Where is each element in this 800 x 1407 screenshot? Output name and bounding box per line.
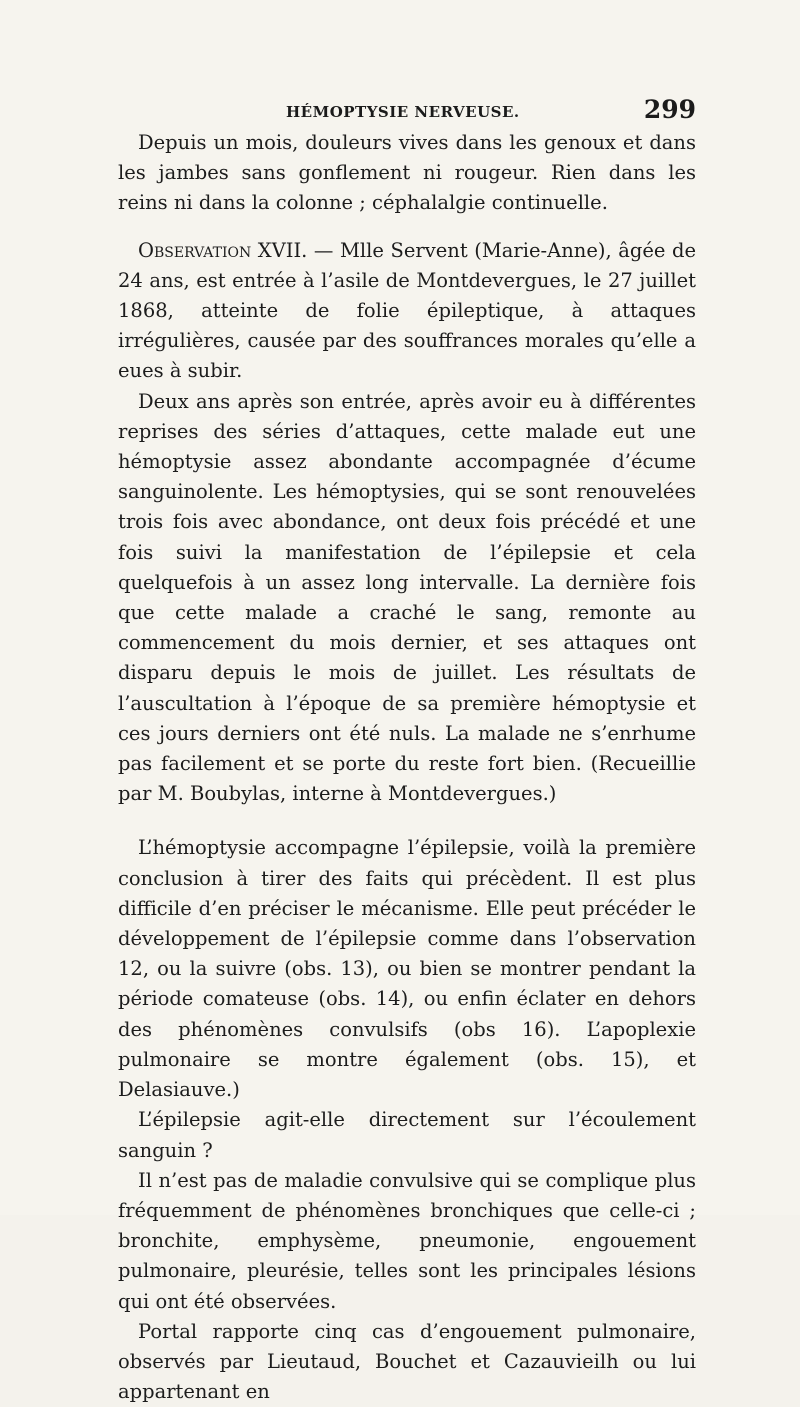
paragraph-bronchial	[118, 1166, 696, 1317]
paragraph-text: — Mlle Servent (Marie-Anne), âgée de 24 ans, est entrée à l’asile de Montdevergues, le 27 juillet 1868, atteinte de folie épileptique, à attaques irrégulières, causée par des souffrances morales qu’elle a eues à subir.	[118, 238, 696, 383]
paragraph-conclusion	[118, 833, 696, 1105]
paragraph-observation-xvii	[118, 236, 696, 387]
page-header	[118, 95, 696, 129]
paragraph-text: Deux ans après son entrée, après avoir eu à différentes reprises des séries d’attaques, cette malade eut une hémoptysie assez abondante accompagnée d’écume sanguinolente. Les hémoptysies, qui se sont renouvelées trois fois avec abondance, ont deux fois précédé et une fois suivi la manifestation de l’épilepsie et cela quelquefois à un assez long intervalle. La dernière fois que cette malade a craché le sang, remonte au commencement du mois dernier, et ses attaques ont disparu depuis le mois de juillet. Les résultats de l’auscultation à l’époque de sa première hémoptysie et ces jours derniers ont été nuls. La malade ne s’enrhume pas facilement et se porte du reste fort bien. (Recueillie par M. Boubylas, interne à Montdevergues.)	[118, 389, 696, 806]
paragraph-text: Portal rapporte cinq cas d’engouement pulmonaire, observés par Lieutaud, Bouchet et Cazauvieilh ou lui appartenant en	[118, 1319, 696, 1404]
paragraph-portal	[118, 1317, 696, 1407]
paragraph-text: L’hémoptysie accompagne l’épilepsie, voilà la première conclusion à tirer des faits qui précèdent. Il est plus difficile d’en préciser le mécanisme. Elle peut précéder le développement de l’épilepsie comme dans l’observation 12, ou la suivre (obs. 13), ou bien se montrer pendant la période comateuse (obs. 14), ou enfin éclater en dehors des phénomènes convulsifs (obs 16). L’apoplexie pulmonaire se montre également (obs. 15), et Delasiauve.)	[118, 836, 696, 1102]
paragraph-question	[118, 1105, 696, 1165]
page-number: 299	[643, 95, 696, 124]
body-text	[118, 128, 696, 1407]
observation-title: Observation XVII.	[138, 238, 308, 262]
paragraph-text: Depuis un mois, douleurs vives dans les genoux et dans les jambes sans gonflement ni rougeur. Rien dans les reins ni dans la colonne ; céphalalgie continuelle.	[118, 131, 696, 215]
paragraph-symptoms	[118, 128, 696, 219]
paragraph-text: L’épilepsie agit-elle directement sur l’écoulement sanguin ?	[118, 1108, 696, 1162]
paragraph-case-history	[118, 387, 696, 810]
running-title: HÉMOPTYSIE NERVEUSE.	[286, 103, 520, 121]
paragraph-text: Il n’est pas de maladie convulsive qui se complique plus fréquemment de phénomènes bronchiques que celle-ci ; bronchite, emphysème, pneumonie, engouement pulmonaire, pleurésie, telles sont les principales lésions qui ont été observées.	[118, 1168, 696, 1313]
